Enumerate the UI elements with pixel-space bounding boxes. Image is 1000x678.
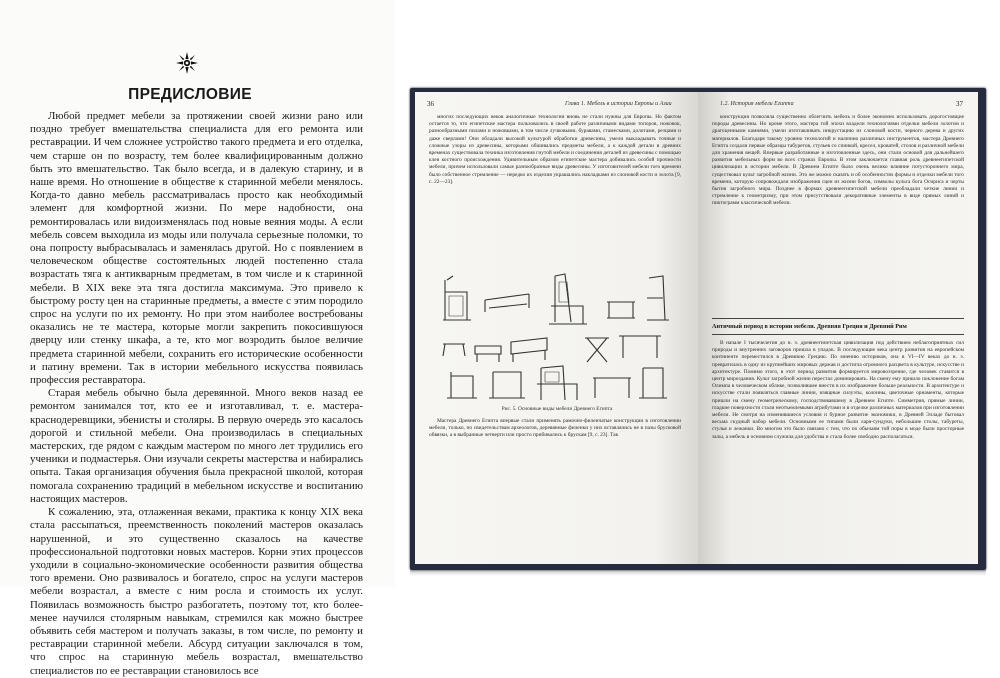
paragraph: Мастера Древнего Египта впервые стали применять рамочно-филенчатые конструкции в изготовлении мебели, только, по свидетельствам археологов, деревянные филенки у них вставлялись не в пазы брусковой обвязки, а в выбранные четверти или просто прибивались к брускам [9, с. 23]. Так <box>429 418 681 439</box>
paragraph: К сожалению, эта, отлаженная веками, практика к концу XIX века стала рассыпаться, преемственность поколений мастеров оказалась нарушенной, и это существенно сказалось на качестве профессиональной подготовки новых мастеров. Корни этих процессов уходили в социально-экономические особенности развития общества того времени. Оно развивалось и богатело, спрос на услуги мастеров мебели возрастал, а вместе с ним росла и стоимость их услуг. Появилась возможность быстро разбогатеть, поэтому тот, кто более-менее научился столярным навыкам, стремился как можно быстрее объявить себя мастером и получать заказы, в том числе, по ремонту и реставрации старинной мебели. Абсурд ситуации заключался в том, что спрос на старинную мебель возрастал, вмешательство специалистов по ее реставрации становилось все <box>30 506 363 677</box>
page-text-bottom <box>712 340 964 558</box>
preface-text <box>30 110 363 678</box>
paragraph: конструкция позволяла существенно облегчить мебель и более экономно использовать дорогостоящие породы древесины. Но кроме этого, мастера той эпохи владели технологиями отделки мебели золотом и драгоценными камнями, умели изготавливать инкрустацию из слоновой кости, черного дерева и других материалов. Благодаря такому уровню технологий и наличию различных инструментов, мастера Древнего Египта создали первые образцы табуретов, стульев со спинкой, кресел, кроватей, столов и различной мебели для хранения вещей. Впервые разработанные и изготовленные здесь, они стали основой для дальнейшего развития мебельных форм во всех странах Европы. В этом заключается главная роль древнеегипетской цивилизации в истории мебели. В Древнем Египте было очень велико влияние потустороннего мира, существовал культ загробной жизни. Это же можно сказать и об особенностях формы и отделки мебели того времени, которую сопровождали изображения сцен из жизни богов, символы культа бога Осириса и черты бытия загробного мира. Позднее в формах древнеегипетской мебели преобладали четкие линии и стремление к геометризму, при этом присутствовали декоративные элементы в виде прямых линий и пиктограмм классической мебели. <box>712 114 964 207</box>
running-head: 1.2. История мебели Египта <box>720 101 794 107</box>
page-text-top <box>712 114 964 312</box>
book-shadow <box>410 570 986 576</box>
page-text-bottom <box>429 418 681 558</box>
page-number: 37 <box>956 100 963 108</box>
page-text-top <box>429 114 681 270</box>
section-divider <box>712 334 964 335</box>
paragraph: многих последующих веков аналогичные технологии вновь не стали нужны для Европы. Но фактом остается то, что египетские мастера пользовались в своей работе различными видами топоров, ножовок, разнообразными пилами и ножовками, в том числе лучковыми, буравами, стамесками, долотами, резцами и даже сверлами! Они обладали высокой культурой обработки древесины, умели выкладывать точные и сложные узоры из древесины, которыми обшивались предметы мебели, а к каждой детали в древних временах существовала техника изготовления гнутой мебели и соединения деталей из древесины с помощью клея костного происхождения. Удивительным образом египетские мастера добивались особой прочности мебели, причем использовали самые разнообразные виды древесины. У изготовителей мебели того времени было собственное стремление — нередко их изделия украшались накладками из слоновой кости и золота [9, с. 22—23]. <box>429 114 681 185</box>
section-title: Античный период в истории мебели. Древняя Греция и Древний Рим <box>712 323 907 330</box>
paragraph: Старая мебель обычно была деревянной. Много веков назад ее ремонтом занимался тот, кто ее и изготавливал, т. е. мастера-краснодеревщики, эбенисты и столяры. В первую очередь это касалось дорогой и стильной мебели. Она производилась в специальных мастерских, где рядом с каждым мастером по много лет трудились его ученики и подмастерья. Они изучали секреты мастерства и набирались опыта. Такая организация обучения была прекрасной школой, которая помогала сохранению традиций в мебельном искусстве и воспитанию настоящих мастеров. <box>30 387 363 505</box>
paragraph: В начале I тысячелетия до н. э. древнеегипетская цивилизация под действием неблагоприятных сил природы и внутренних заговоров пришла в упадок. В последующие века центр развития на европейском континенте переместился в Древнюю Грецию. По мнению историков, она в VI—IV веках до н. э. превратилась в одну из крупнейших мировых держав и достигла огромного расцвета в культуре, искусстве и архитектуре. Помимо этого, в этот период развития формируется мировоззрение, где человек ставится в центр мироздания. Культ загробной жизни перестал доминировать. На смену ему пришло поклонение богам Олимпа в человеческом облике, позволившее внести в их изображение больше реальности. В архитектуре и искусстве стали появляться главные линии, изящные силуэты, колонны, цветочные орнаменты, которые пришли на смену геометрическому, господствовавшему в Древнем Египте. Симметрия, прямые линии, гладкие поверхности стали неотъемлемыми атрибутами и в отделке различных материалов при изготовлении мебели. Не смотря на изменившиеся условия и бурное развитие экономики, в Древней Элладе бытовал весьма скудный набор мебели. Основными ее типами были ларя-сундуки, небольшие столы, табуреты, стулья и лежанки. Во многом это было связано с тем, что по обычаям той поры в моде были просторные залы, а мебель в основном служила для удобства и стала более свободно располагаться. <box>712 340 964 440</box>
book-page-36 <box>415 92 698 564</box>
left-book-page <box>0 0 395 677</box>
egyptian-furniture-figure <box>437 272 677 404</box>
running-head: Глава 1. Мебель в истории Европы и Азии <box>565 101 672 107</box>
figure-caption: Рис. 5. Основные виды мебели Древнего Египта <box>501 406 613 412</box>
sun-ornament-icon <box>176 52 198 74</box>
page-heading: ПРЕДИСЛОВИЕ <box>128 86 252 103</box>
page-number: 36 <box>427 100 434 108</box>
book-page-37 <box>698 92 978 564</box>
section-divider <box>712 318 964 319</box>
paragraph: Любой предмет мебели за протяжении своей жизни рано или поздно требует вмешательства специалиста для его ремонта или реставрации. И чем сложнее устройство такого предмета и его отделка, чем старше он по возрасту, тем более квалифицированным должно быть это вмешательство. Так было всегда, и в далекую старину, и в наше время. Но отношение в обществе к старинной мебели менялось. Когда-то давно мебель рассматривалась просто как необходимый элемент для комфортной жизни. По мере надобности, она ремонтировалась или видоизменялась под новые веяния моды. А если мебель совсем выходила из моды или получала серьезные поломки, то она попросту выбрасывалась и заменялась другой. Но с появлением в человеческом обществе состоятельных людей постепенно стала возрастать тяга к антикварным предметам, в том числе и к старинной мебели. В XIX веке эта тяга достигла максимума. Это привело к быстрому росту цен на старинные предметы, а вместе с этим породило спрос на услуги по их ремонту. Но при этом наиболее востребованы оказались не те мастера, которые могли закрепить покосившуюся дверцу или стенку шкафа, а те, кто мог возродить былое величие предмета старинной мебели, сохранить его исторические особенности и патину времени. Так в истории мебельного искусства появилась профессия реставратора. <box>30 110 363 387</box>
open-book-photo <box>410 88 986 570</box>
